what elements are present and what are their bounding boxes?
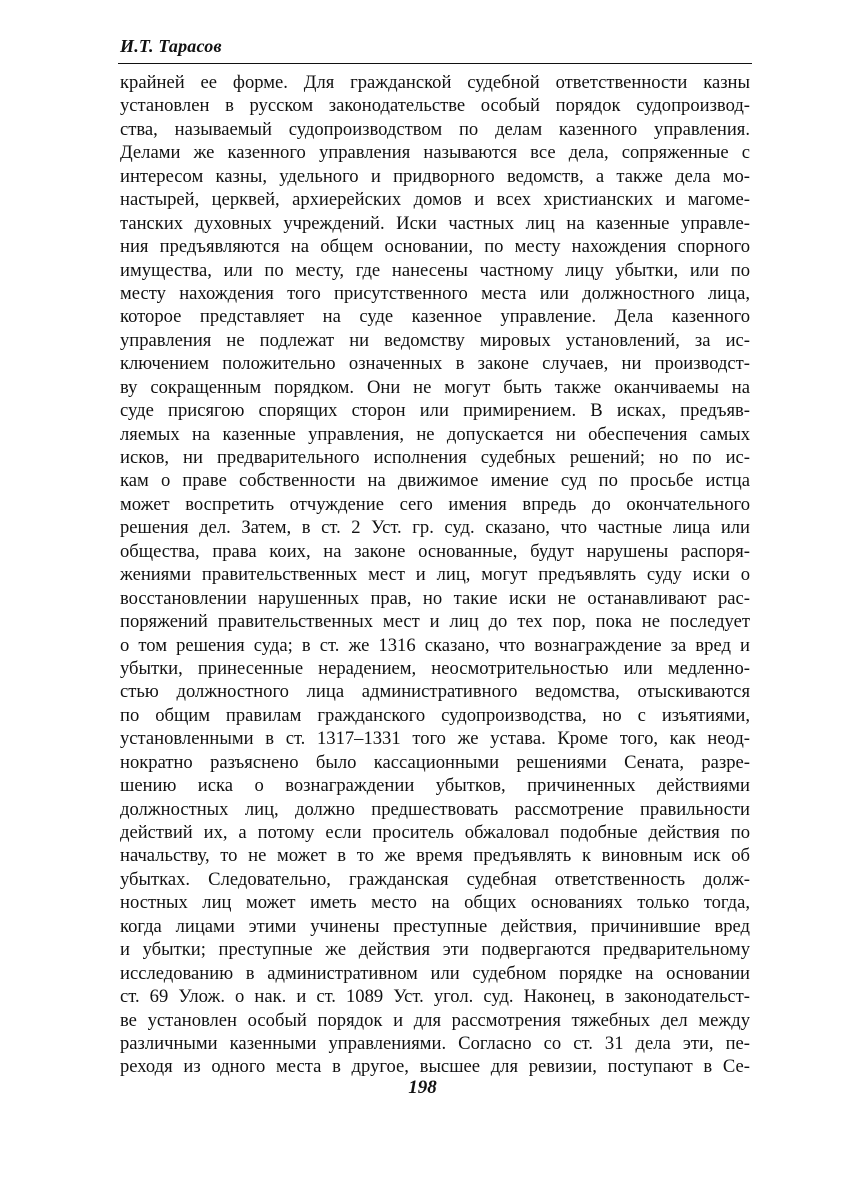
text-line: начальству, то не может в то же время предъявлять к виновным иск об — [120, 845, 750, 867]
text-line: реходя из одного места в другое, высшее для ревизии, поступают в Се- — [120, 1056, 750, 1078]
text-line: поряжений правительственных мест и лиц до тех пор, пока не последует — [120, 611, 750, 633]
body-text — [120, 71, 750, 1079]
text-line: имущества, или по месту, где нанесены частному лицу убытки, или по — [120, 259, 750, 281]
header-rule — [118, 63, 752, 64]
text-line: жениями правительственных мест и лиц, могут предъявлять суду иски о — [120, 564, 750, 586]
text-line: должностных лиц, должно предшествовать рассмотрение правильности — [120, 798, 750, 820]
text-line: нократно разъяснено было кассационными решениями Сената, разре- — [120, 751, 750, 773]
text-line: и убытки; преступные же действия эти подвергаются предварительному — [120, 939, 750, 961]
text-line: когда лицами этими учинены преступные действия, причинившие вред — [120, 915, 750, 937]
text-line: крайней ее форме. Для гражданской судебной ответственности казны — [120, 72, 750, 93]
text-line: танских духовных учреждений. Иски частных лиц на казенные управле- — [120, 212, 750, 234]
text-line: которое представляет на суде казенное управление. Дела казенного — [120, 306, 750, 328]
text-line: месту нахождения того присутственного места или должностного лица, — [120, 282, 750, 304]
text-line: ностных лиц может иметь место на общих основаниях только тогда, — [120, 892, 750, 914]
text-line: убытки, принесенные нерадением, неосмотрительностью или медленно- — [120, 657, 750, 679]
text-line: ву сокращенным порядком. Они не могут быть также оканчиваемы на — [120, 376, 750, 398]
text-line: решения дел. Затем, в ст. 2 Уст. гр. суд. сказано, что частные лица или — [120, 517, 750, 539]
text-line: ства, называемый судопроизводством по делам казенного управления. — [120, 118, 750, 140]
text-line: суде присягою спорящих сторон или примирением. В исках, предъяв- — [120, 400, 750, 422]
text-line: восстановлении нарушенных прав, но такие иски не останавливают рас- — [120, 587, 750, 609]
text-line: может воспретить отчуждение сего имения впредь до окончательного — [120, 493, 750, 515]
text-line: Делами же казенного управления называются все дела, сопряженные с — [120, 142, 750, 164]
text-line: действий их, а потому если проситель обжаловал подобные действия по — [120, 822, 750, 843]
text-line: общества, права коих, на законе основанные, будут нарушены распоря- — [120, 540, 750, 562]
text-line: стью должностного лица административного ведомства, отыскиваются — [120, 681, 750, 703]
text-line: исследованию в административном или судебном порядке на основании — [120, 962, 750, 984]
text-line: установленными в ст. 1317–1331 того же устава. Кроме того, как неод- — [120, 728, 750, 750]
text-line: ляемых на казенные управления, не допускается ни обеспечения самых — [120, 423, 750, 445]
text-line: интересом казны, удельного и придворного ведомств, а также дела мо- — [120, 165, 750, 187]
text-line: кам о праве собственности на движимое имение суд по просьбе истца — [120, 470, 750, 492]
text-line: настырей, церквей, архиерейских домов и всех христианских и магоме- — [120, 189, 750, 211]
text-line: о том решения суда; в ст. же 1316 сказано, что вознаграждение за вред и — [120, 634, 750, 656]
text-line: по общим правилам гражданского судопроизводства, но с изъятиями, — [120, 704, 750, 726]
text-line: ве установлен особый порядок и для рассмотрения тяжебных дел между — [120, 1009, 750, 1031]
text-line: ключением положительно означенных в законе случаев, ни производст- — [120, 353, 750, 375]
text-line: исков, ни предварительного исполнения судебных решений; но по ис- — [120, 447, 750, 468]
text-line: различными казенными управлениями. Согласно со ст. 31 дела эти, пе- — [120, 1032, 750, 1054]
text-line: ст. 69 Улож. о нак. и ст. 1089 Уст. угол. суд. Наконец, в законодательст- — [120, 986, 750, 1008]
text-line: убытках. Следовательно, гражданская судебная ответственность долж- — [120, 868, 750, 890]
text-line: установлен в русском законодательстве особый порядок судопроизвод- — [120, 95, 750, 117]
text-line: шению иска о вознаграждении убытков, причиненных действиями — [120, 775, 750, 797]
text-line: управления не подлежат ни ведомству мировых установлений, за ис- — [120, 329, 750, 351]
text-line: ния предъявляются на общем основании, по месту нахождения спорного — [120, 236, 750, 258]
page-number: 198 — [408, 1077, 437, 1098]
running-head-author: И.Т. Тарасов — [120, 36, 222, 56]
